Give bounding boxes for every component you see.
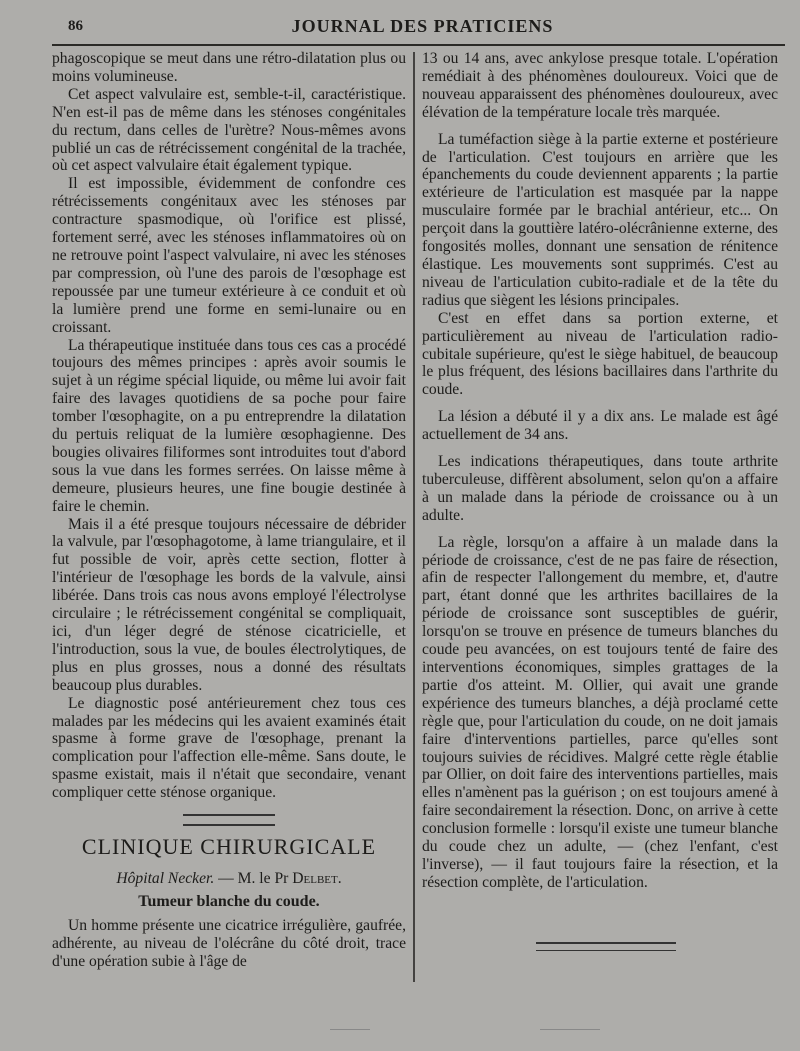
paragraph: phagoscopique se meut dans une rétro-dilatation plus ou moins volumineuse. — [52, 50, 406, 85]
paragraph: Il est impossible, évidemment de confondre ces rétrécissements congénitaux avec les sténoses par contracture spasmodique, où l'orifice est plissé, fortement serré, avec les sténoses inflammatoires où on ne retrouve point l'aspect valvulaire, ni avec les sténoses par compression, où l'une des parois de l'œsophage est repoussée par une tumeur extérieure à ce conduit et où la lumière prend une forme en semi-lunaire ou en croissant. — [52, 175, 406, 336]
paragraph: 13 ou 14 ans, avec ankylose presque totale. L'opération remédiait à des phénomènes douloureux. Voici que de nouveau apparaissent des phénomènes douloureux, avec élévation de la température locale très marquée. — [422, 50, 778, 121]
doctor-prefix: Pr — [274, 870, 289, 888]
article-title: Tumeur blanche du coude. — [138, 893, 320, 911]
paragraph: La thérapeutique instituée dans tous ces cas a procédé toujours des mêmes principes : après avoir soumis le sujet à un régime spécial liquide, ou même lui avoir fait faire des lavages quotidiens de sa poche pour faire tomber l'œsophagite, on a pu entreprendre la dilatation du pertuis reliquat de la lumière œsophagienne. Des bougies olivaires filiformes sont introduites tout d'abord sous la vue dans les formes serrées. On laisse même à demeure, plusieurs heures, une fine bougie destinée à faire le chemin. — [52, 336, 406, 515]
hospital-dash: — M. le — [214, 870, 275, 888]
page-number: 86 — [68, 18, 83, 34]
paragraph: Cet aspect valvulaire est, semble-t-il, caractéristique. N'en est-il pas de même dans les sténoses congénitales du rectum, dans celles de l'urètre? Nous-mêmes avons publié un cas de rétrécissement congénital de la trachée, où cet aspect valvulaire était également typique. — [52, 85, 406, 175]
footer-mark — [330, 1029, 370, 1030]
footer-mark — [540, 1029, 600, 1030]
paragraph: Mais il a été presque toujours nécessaire de débrider la valvule, par l'œsophagotome, à lame triangulaire, et il fut possible de voir, après cette section, flotter à l'intérieur de l'œsophage les bords de la valvule, ainsi libérée. Dans trois cas nous avons employé l'électrolyse circulaire ; le rétrécissement congénital se compliquait, ici, d'un léger degré de sténose cicatricielle, et l'introduction, sous la vue, de boules électrolytiques, de plus en plus grosses, nous a donné des résultats beaucoup plus durables. — [52, 515, 406, 694]
column-divider — [413, 52, 415, 982]
end-rule — [536, 942, 676, 951]
header-rule — [52, 44, 785, 46]
paragraph: Les indications thérapeutiques, dans toute arthrite tuberculeuse, diffèrent absolument, selon qu'on a affaire à un malade dans la période de croissance ou à un adulte. — [422, 453, 778, 524]
section-title: CLINIQUE CHIRURGICALE — [81, 834, 377, 860]
hospital-name: Hôpital Necker. — [116, 870, 215, 888]
paragraph: La tuméfaction siège à la partie externe et postérieure de l'articulation. C'est toujours en arrière que les épanchements du coude deviennent apparents ; la partie extérieure de l'articulation est masquée par la nappe musculaire formée par le brachial antérieur, etc... On perçoit dans la gouttière latéro-olécrânienne externe, des fongosités molles, donnant une sensation de rénitence élastique. Les mouvements sont supprimés. C'est au niveau de l'articulation cubito-radiale et de la tête du radius que siègent les lésions principales. — [422, 130, 778, 309]
hospital-line — [52, 870, 406, 888]
doctor-name: Delbet. — [292, 870, 342, 888]
left-column — [52, 50, 406, 971]
paragraph: C'est en effet dans sa portion externe, et particulièrement au niveau de l'articulation radio-cubitale supérieure, qu'est le siège habituel, de beaucoup le plus fréquent, des lésions bacillaires dans l'arthrite du coude. — [422, 309, 778, 399]
right-column — [422, 50, 778, 892]
footer-marks — [0, 1018, 800, 1030]
paragraph: Le diagnostic posé antérieurement chez tous ces malades par les médecins qui les avaient examinés était spasme à forme grave de l'œsophage, prenant la complication pour l'affection elle-même. Sans doute, le spasme existait, mais il n'était que secondaire, venant compliquer cette sténose organique. — [52, 694, 406, 802]
page-header — [60, 14, 785, 44]
paragraph: Un homme présente une cicatrice irrégulière, gaufrée, adhérente, au niveau de l'olécrâne du côté droit, trace d'une opération subie à l'âge de — [52, 917, 406, 970]
section-ornament — [183, 814, 275, 826]
journal-title: JOURNAL DES PRATICIENS — [291, 16, 554, 36]
paragraph: La règle, lorsqu'on a affaire à un malade dans la période de croissance, c'est de ne pas faire de résection, afin de respecter l'allongement du membre, et, d'autre part, étant donné que les arthrites bacillaires de la période de croissance sont susceptibles de guérir, lorsqu'on se trouve en présence de tumeurs blanches du coude peu avancées, on est toujours tenté de faire des interventions économiques, simples grattages de la partie d'os atteint. M. Ollier, qui avait une grande expérience des tumeurs blanches, a déjà proclamé cette règle que, pour l'articulation du coude, on ne doit jamais faire d'interventions partielles, parce qu'elles sont toujours suivies de récidives. Malgré cette règle établie par Ollier, on doit faire des interventions partielles, mais elles n'amènent pas la guérison ; on est toujours amené à faire secondairement la résection. Donc, on arrive à cette conclusion formelle : lorsqu'il existe une tumeur blanche du coude chez un adulte, — (chez l'enfant, c'est l'inverse), — il faut toujours faire la résection, et la résection complète, de l'articulation. — [422, 533, 778, 891]
paragraph: La lésion a débuté il y a dix ans. Le malade est âgé actuellement de 34 ans. — [422, 408, 778, 444]
